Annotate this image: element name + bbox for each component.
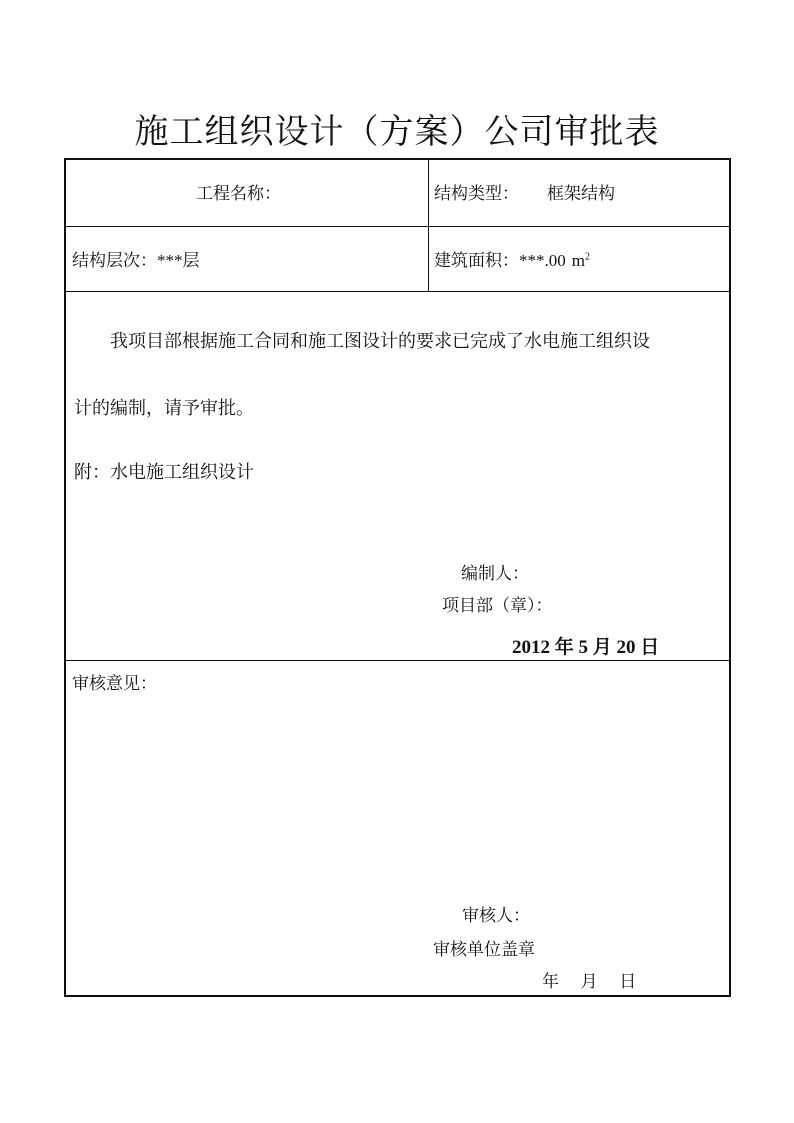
attachment-line: 附：水电施工组织设计 <box>74 462 254 483</box>
row-divider <box>66 660 729 661</box>
review-date-placeholder: 年 月 日 <box>542 972 637 992</box>
floors-label: 结构层次： <box>72 251 157 271</box>
reviewer-label: 审核人： <box>462 906 530 926</box>
structure-type-value: 框架结构 <box>547 184 615 204</box>
request-date: 2012 年 5 月 20 日 <box>512 637 660 658</box>
area-field <box>434 252 590 270</box>
row-divider <box>66 291 729 292</box>
approval-form <box>64 158 731 997</box>
area-unit: m <box>571 251 585 270</box>
area-label: 建筑面积： <box>434 251 519 271</box>
area-unit-superscript: 2 <box>584 251 590 263</box>
row-divider <box>66 226 729 227</box>
review-opinion-label: 审核意见： <box>72 674 157 694</box>
form-title: 施工组织设计（方案）公司审批表 <box>134 112 660 152</box>
structure-type-label: 结构类型： <box>434 184 519 204</box>
project-name-label: 工程名称： <box>196 184 281 204</box>
floors-unit: 层 <box>182 251 200 271</box>
floors-value: *** <box>157 251 183 270</box>
project-dept-stamp-label: 项目部（章）： <box>442 596 553 616</box>
column-divider <box>428 160 429 291</box>
editor-label: 编制人： <box>461 564 529 584</box>
floors-field <box>72 252 200 270</box>
area-value: ***.00 <box>519 251 566 270</box>
request-paragraph-line2: 计的编制，请予审批。 <box>74 398 254 419</box>
review-stamp-label: 审核单位盖章 <box>433 940 535 960</box>
request-paragraph-line1: 我项目部根据施工合同和施工图设计的要求已完成了水电施工组织设 <box>110 331 650 352</box>
